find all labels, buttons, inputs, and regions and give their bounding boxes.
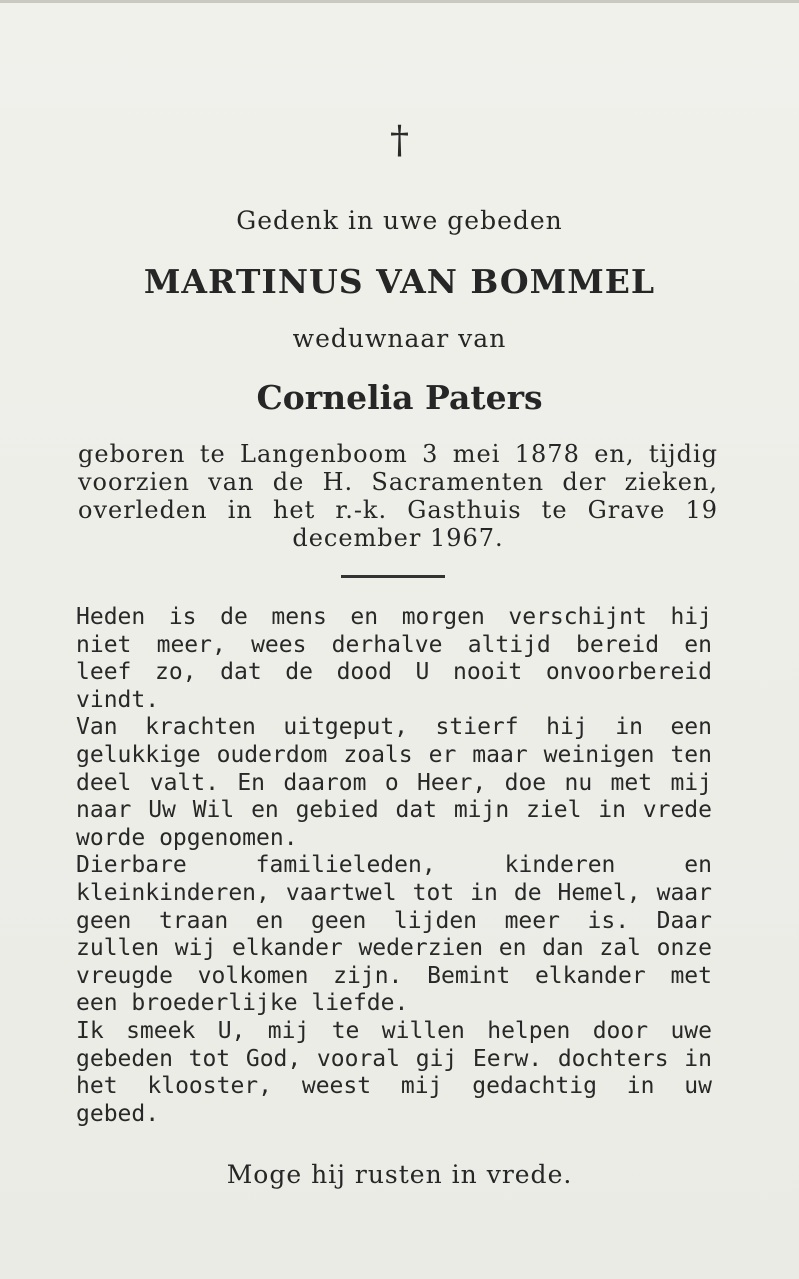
cross-icon: † (390, 118, 409, 162)
biography-text: geboren te Langenboom 3 mei 1878 en, tijdig voorzien van de H. Sacramenten der zieken, overleden in het r.-k. Gasthuis te Grave 19 december 1967. (78, 440, 718, 552)
paragraph: Ik smeek U, mij te willen helpen door uwe gebeden tot God, vooral gij Eerw. dochters in het klooster, weest mij gedachtig in uw gebed. (76, 1017, 712, 1127)
intro-text: Gedenk in uwe gebeden (236, 206, 563, 235)
memorial-text (76, 604, 712, 1128)
card-top-edge (0, 0, 799, 3)
paragraph: Van krachten uitgeput, stierf hij in een gelukkige ouderdom zoals er maar weinigen ten deel valt. En daarom o Heer, doe nu met mij naar Uw Wil en gebied dat mijn ziel in vrede worde opgenomen. (76, 714, 712, 851)
spouse-name: Cornelia Paters (256, 378, 543, 417)
deceased-name: MARTINUS VAN BOMMEL (143, 262, 656, 301)
paragraph: Heden is de mens en morgen verschijnt hij niet meer, wees derhalve altijd bereid en leef zo, dat de dood U nooit onvoorbereid vindt. (76, 604, 712, 713)
paragraph: Dierbare familieleden, kinderen en kleinkinderen, vaartwel tot in de Hemel, waar geen traan en geen lijden meer is. Daar zullen wij elkander wederzien en dan zal onze vreugde volkomen zijn. Bemint elkander met een broederlijke liefde. (76, 852, 712, 1017)
widower-text: weduwnaar van (292, 324, 507, 353)
divider (341, 575, 445, 578)
closing-text: Moge hij rusten in vrede. (226, 1160, 573, 1189)
